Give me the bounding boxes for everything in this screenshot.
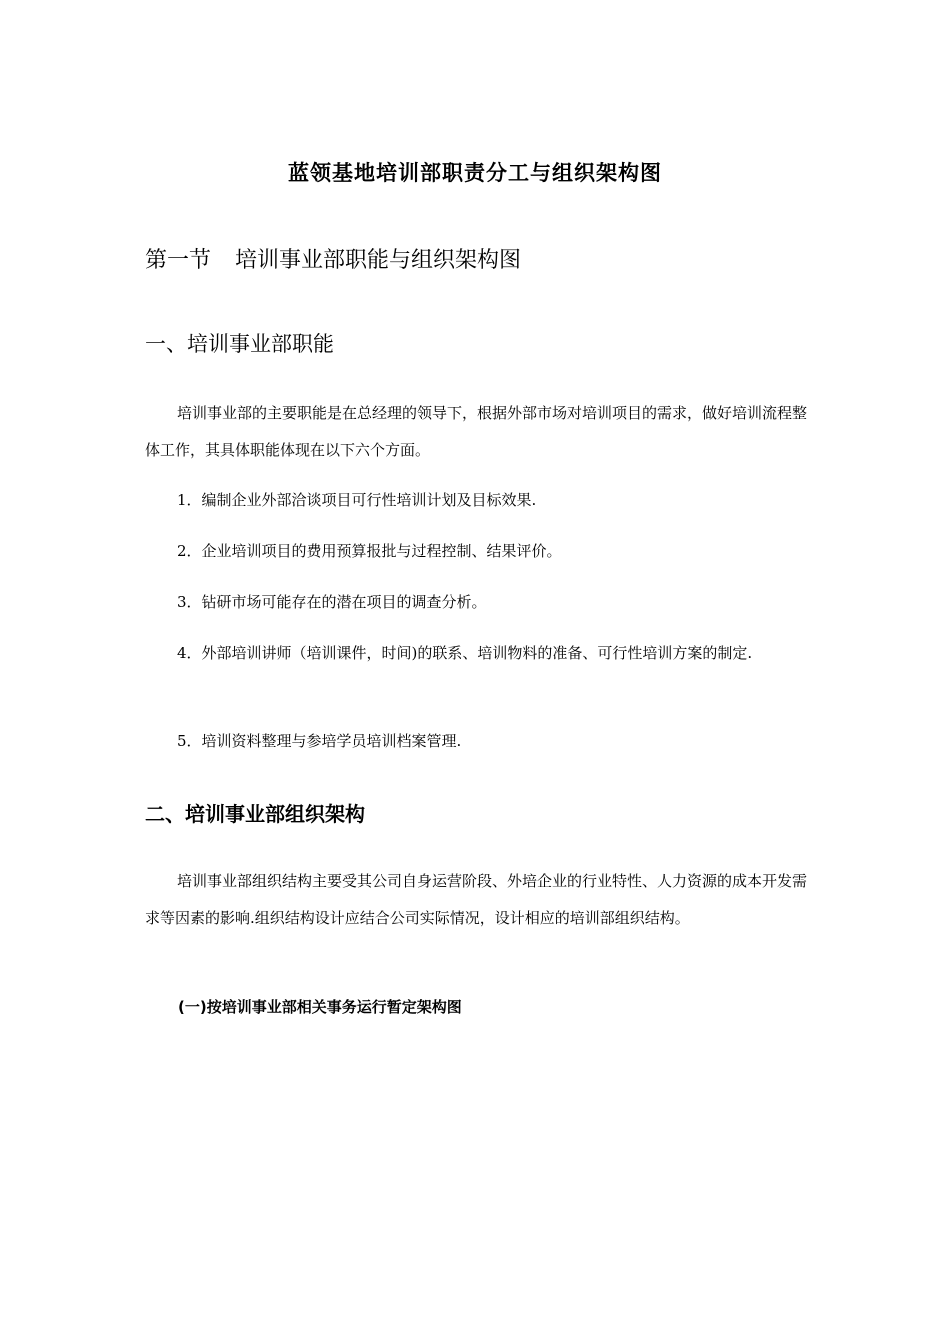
function-item-1: 1．编制企业外部洽谈项目可行性培训计划及目标效果. — [177, 491, 537, 509]
part2-heading: 二、培训事业部组织架构 — [145, 802, 365, 826]
document-title: 蓝领基地培训部职责分工与组织架构图 — [288, 161, 662, 185]
part1-heading: 一、培训事业部职能 — [145, 332, 334, 356]
section-title: 培训事业部职能与组织架构图 — [235, 248, 522, 273]
part1-intro-paragraph: 培训事业部的主要职能是在总经理的领导下，根据外部市场对培训项目的需求，做好培训流程整体工作，其具体职能体现在以下六个方面。 — [145, 404, 808, 459]
part2-intro-paragraph: 培训事业部组织结构主要受其公司自身运营阶段、外培企业的行业特性、人力资源的成本开发需求等因素的影响.组织结构设计应结合公司实际情况，设计相应的培训部组织结构。 — [145, 872, 808, 927]
function-item-3: 3．钻研市场可能存在的潜在项目的调查分析。 — [177, 593, 487, 611]
function-item-5: 5．培训资料整理与参培学员培训档案管理. — [177, 732, 462, 750]
section-heading — [145, 243, 521, 274]
org-chart-subheading: (一)按培训事业部相关事务运行暂定架构图 — [178, 998, 462, 1016]
function-item-2: 2．企业培训项目的费用预算报批与过程控制、结果评价。 — [177, 542, 562, 560]
function-item-4: 4．外部培训讲师（培训课件，时间)的联系、培训物料的准备、可行性培训方案的制定. — [177, 644, 753, 662]
section-number: 第一节 — [145, 248, 212, 273]
